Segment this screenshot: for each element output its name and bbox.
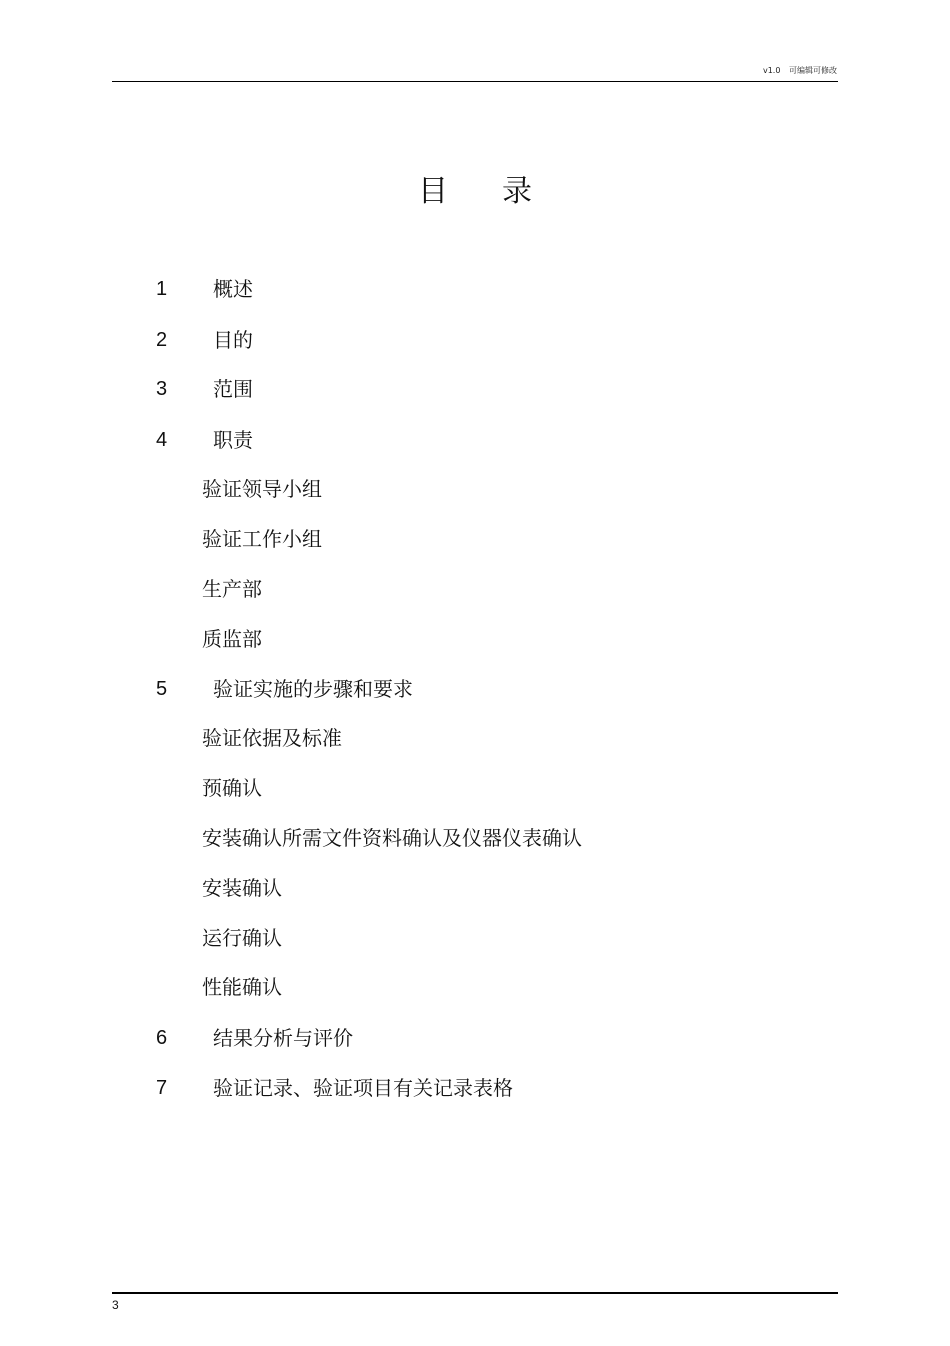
- toc-entry-text: 职责: [213, 428, 253, 452]
- toc-entry-text: 目的: [213, 328, 253, 352]
- toc-subentry-text: 安装确认所需文件资料确认及仪器仪表确认: [202, 826, 582, 850]
- toc-entry-text: 验证实施的步骤和要求: [213, 677, 413, 701]
- editable-note: 可编辑可修改: [789, 66, 837, 75]
- title-char-2: 录: [502, 174, 532, 209]
- toc-subentry-text: 运行确认: [202, 926, 282, 950]
- toc-entry-number: 1: [156, 278, 168, 300]
- toc-entry-number: 2: [156, 329, 168, 351]
- toc-subentry-text: 生产部: [202, 577, 262, 601]
- toc-entry-text: 范围: [213, 377, 253, 401]
- title-char-1: 目: [418, 174, 448, 209]
- toc-subentry-text: 预确认: [202, 776, 262, 800]
- page-number: 3: [112, 1298, 119, 1312]
- toc-subentry-text: 验证依据及标准: [202, 726, 342, 750]
- toc-entry-number: 6: [156, 1027, 168, 1049]
- toc-subentry-text: 安装确认: [202, 876, 282, 900]
- toc-subentry-text: 质监部: [202, 627, 262, 651]
- toc-entry-number: 4: [156, 429, 168, 451]
- toc-subentry-text: 性能确认: [202, 975, 282, 999]
- toc-entry-number: 5: [156, 678, 168, 700]
- toc-subentry-text: 验证工作小组: [202, 527, 322, 551]
- toc-subentry-text: 验证领导小组: [202, 477, 322, 501]
- toc-entry-text: 验证记录、验证项目有关记录表格: [213, 1076, 513, 1100]
- toc-entry-number: 3: [156, 378, 168, 400]
- toc-entry-text: 结果分析与评价: [213, 1026, 353, 1050]
- toc-entry-number: 7: [156, 1077, 168, 1099]
- toc-entry-text: 概述: [213, 277, 253, 301]
- footer-divider: [112, 1292, 838, 1294]
- version-label: v1.0: [762, 66, 781, 75]
